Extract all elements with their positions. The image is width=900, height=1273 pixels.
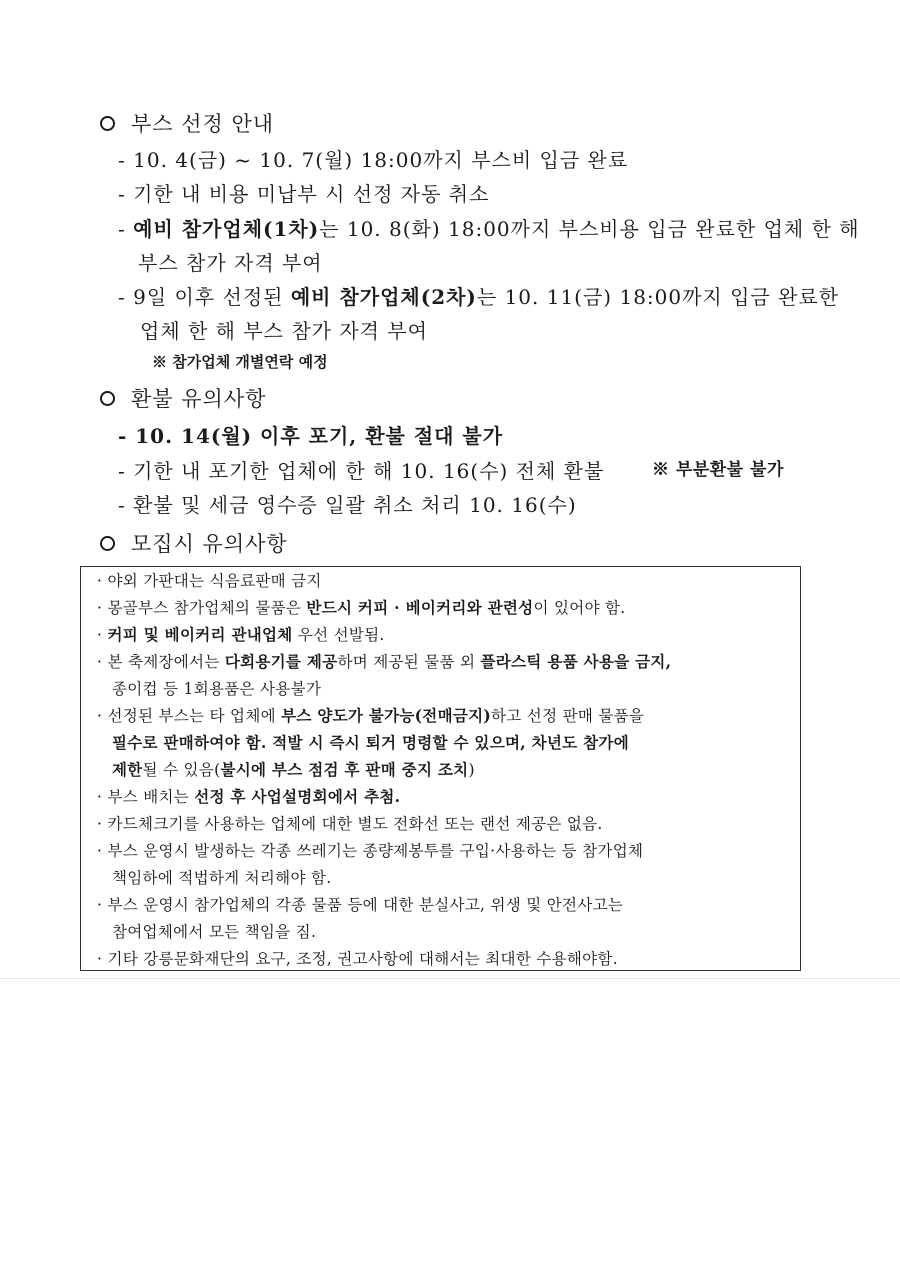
refund-line-3: - 환불 및 세금 영수증 일괄 취소 처리 10. 16(수) — [118, 493, 577, 517]
contact-note: ※ 참가업체 개별연락 예정 — [152, 353, 328, 371]
section-title: 모집시 유의사항 — [131, 532, 288, 556]
refund-line-2: - 기한 내 포기한 업체에 한 해 10. 16(수) 전체 환불 — [118, 459, 605, 483]
selection-line-4-cont: 업체 한 해 부스 참가 자격 부여 — [140, 319, 428, 343]
section-recruitment-heading — [100, 528, 288, 558]
notice-item: · 기타 강릉문화재단의 요구, 조정, 권고사항에 대해서는 최대한 수용해야함. — [97, 950, 618, 968]
notice-item-cont: 참여업체에서 모든 책임을 짐. — [112, 923, 317, 941]
refund-line-1: - 10. 14(월) 이후 포기, 환불 절대 불가 — [118, 424, 504, 448]
selection-line-2: - 기한 내 비용 미납부 시 선정 자동 취소 — [118, 182, 490, 206]
bold-phrase: 예비 참가업체(2차) — [290, 285, 477, 309]
selection-line-1: - 10. 4(금) ~ 10. 7(월) 18:00까지 부스비 입금 완료 — [118, 148, 629, 172]
section-title: 부스 선정 안내 — [131, 112, 275, 136]
partial-refund-note: ※ 부분환불 불가 — [652, 460, 784, 480]
notice-item: · 커피 및 베이커리 관내업체 우선 선발됨. — [97, 625, 385, 644]
notice-item-cont: 필수로 판매하여야 함. 적발 시 즉시 퇴거 명령할 수 있으며, 차년도 참가에 — [112, 733, 629, 752]
section-refund-heading — [100, 383, 266, 413]
notice-box — [80, 566, 801, 971]
notice-item: · 몽골부스 참가업체의 물품은 반드시 커피 · 베이커리와 관련성이 있어야 함. — [97, 598, 626, 617]
notice-item: · 부스 운영시 발생하는 각종 쓰레기는 종량제봉투를 구입·사용하는 등 참가업체 — [97, 842, 644, 860]
notice-item: · 부스 배치는 선정 후 사업설명회에서 추첨. — [97, 787, 401, 806]
hollow-circle-bullet-icon — [100, 116, 115, 131]
notice-item: · 본 축제장에서는 다회용기를 제공하며 제공된 물품 외 플라스틱 용품 사용을 금지, — [97, 652, 672, 671]
section-booth-selection-heading — [100, 108, 274, 138]
selection-line-4: - 9일 이후 선정된 예비 참가업체(2차)는 10. 11(금) 18:00까지 입금 완료한 — [118, 285, 840, 309]
hollow-circle-bullet-icon — [100, 391, 115, 406]
selection-line-3: - 예비 참가업체(1차)는 10. 8(화) 18:00까지 부스비용 입금 완료한 업체 한 해 — [118, 217, 860, 241]
notice-item: · 야외 가판대는 식음료판매 금지 — [97, 572, 322, 590]
notice-item: · 카드체크기를 사용하는 업체에 대한 별도 전화선 또는 랜선 제공은 없음. — [97, 815, 603, 833]
notice-item-cont: 책임하에 적법하게 처리해야 함. — [112, 869, 332, 887]
notice-item-cont: 제한될 수 있음(불시에 부스 점검 후 판매 중지 조치) — [112, 760, 475, 779]
bold-phrase: 예비 참가업체(1차) — [133, 217, 320, 241]
selection-line-3-cont: 부스 참가 자격 부여 — [138, 251, 323, 275]
notice-item: · 선정된 부스는 타 업체에 부스 양도가 불가능(전매금지)하고 선정 판매 물품을 — [97, 706, 645, 725]
section-title: 환불 유의사항 — [131, 387, 267, 411]
notice-item: · 부스 운영시 참가업체의 각종 물품 등에 대한 분실사고, 위생 및 안전사고는 — [97, 896, 624, 914]
hollow-circle-bullet-icon — [100, 536, 115, 551]
page-divider — [0, 978, 900, 979]
notice-item-cont: 종이컵 등 1회용품은 사용불가 — [112, 680, 322, 698]
